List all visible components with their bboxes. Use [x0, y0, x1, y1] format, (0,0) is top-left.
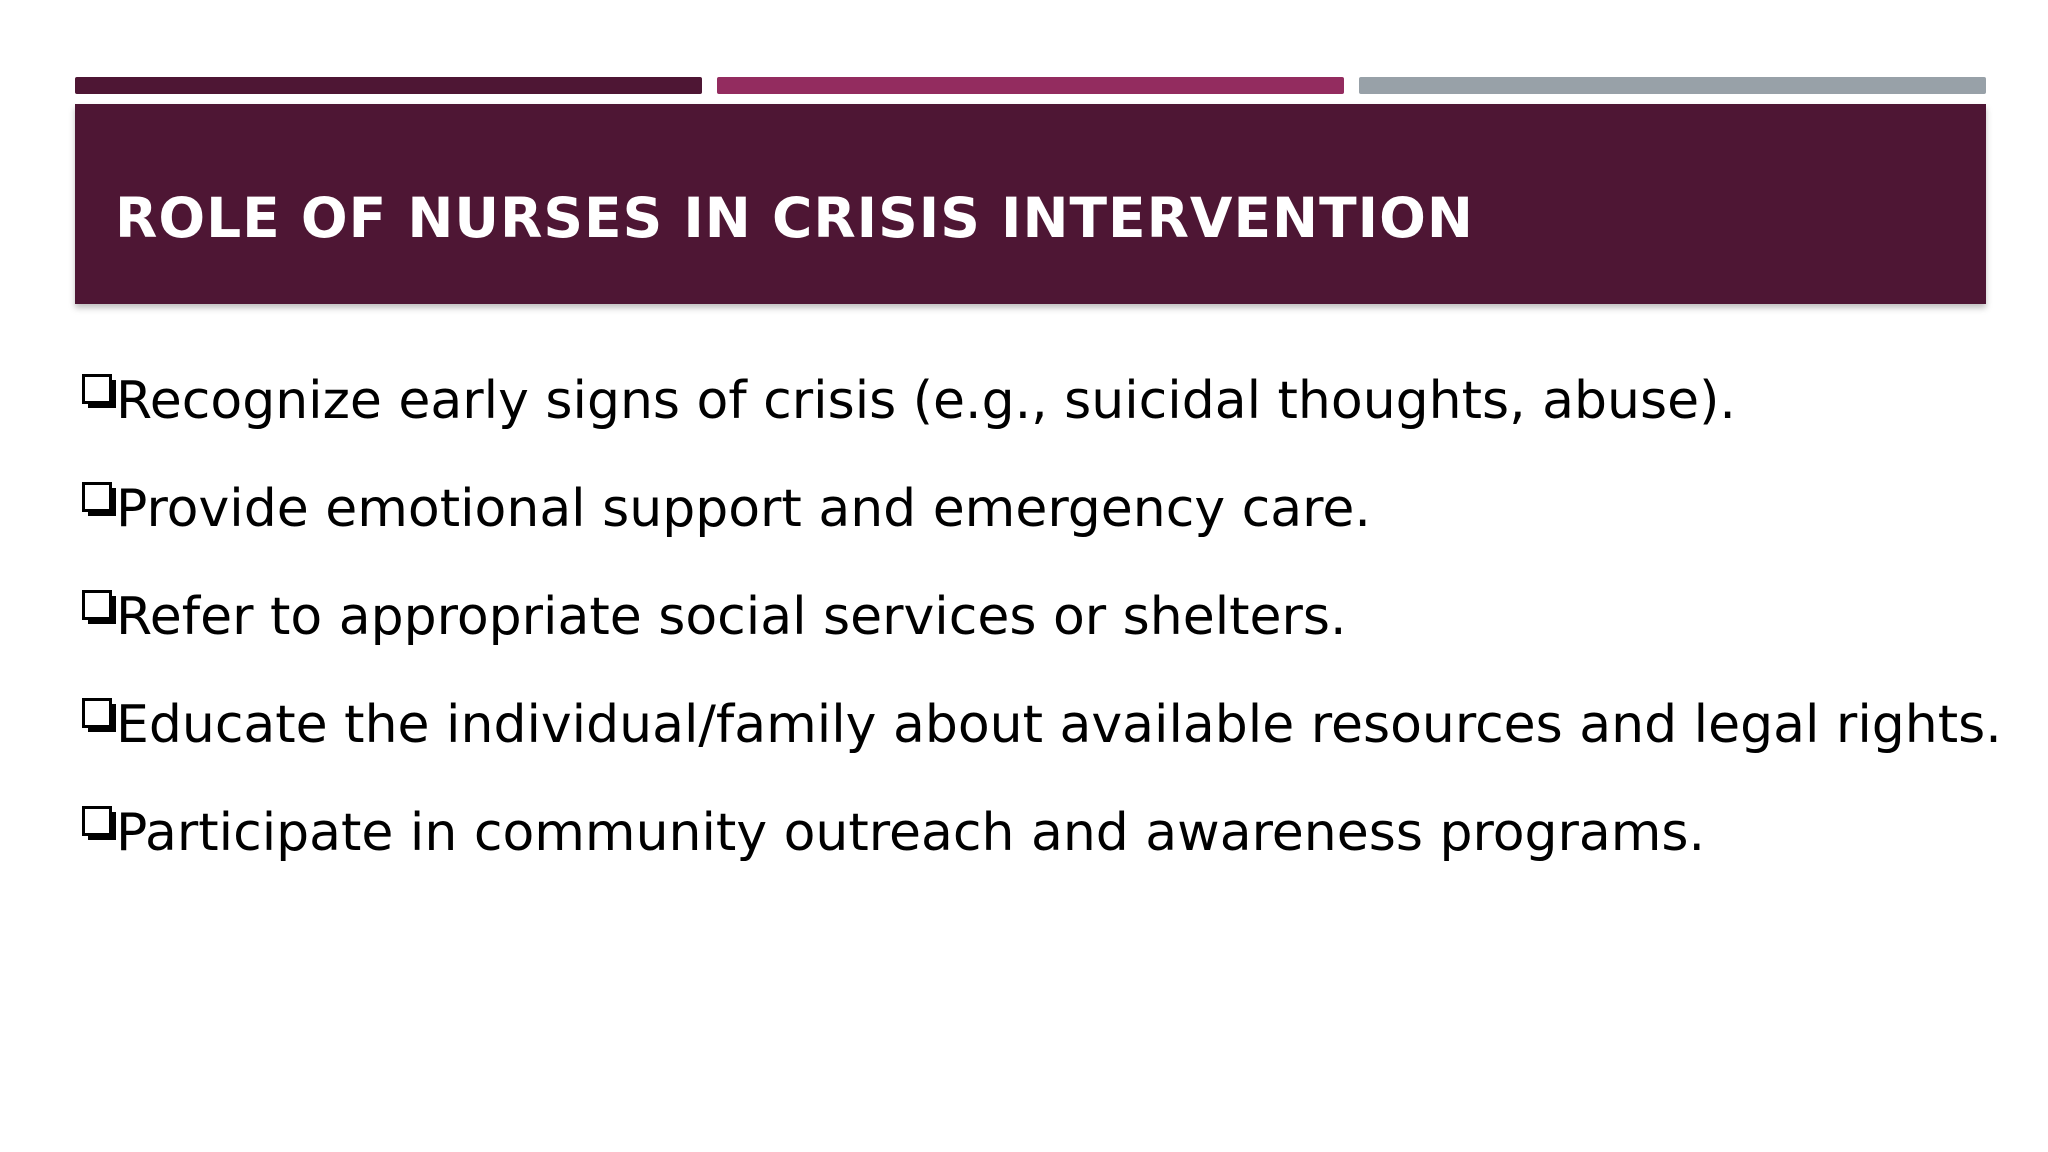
list-item [82, 476, 1982, 584]
checkbox-square-icon [82, 590, 116, 624]
checkbox-square-icon [82, 698, 116, 732]
title-band [75, 104, 1986, 304]
list-item [82, 584, 1982, 692]
bullet-text: Provide emotional support and emergency care. [116, 479, 1371, 539]
slide-title: ROLE OF NURSES IN CRISIS INTERVENTION [115, 186, 1474, 250]
list-item [82, 692, 2002, 800]
accent-bar-gray [1359, 77, 1986, 94]
bullet-text: Recognize early signs of crisis (e.g., suicidal thoughts, abuse). [116, 371, 1736, 431]
accent-bar-dark [75, 77, 702, 94]
accent-bar-magenta [717, 77, 1344, 94]
checkbox-square-icon [82, 806, 116, 840]
bullet-text: Refer to appropriate social services or shelters. [116, 587, 1347, 647]
list-item [82, 800, 1982, 908]
bullet-list [82, 368, 2002, 908]
checkbox-square-icon [82, 482, 116, 516]
list-item [82, 368, 1982, 476]
bullet-text: Educate the individual/family about available resources and legal rights. [116, 695, 2002, 755]
checkbox-square-icon [82, 374, 116, 408]
bullet-text: Participate in community outreach and awareness programs. [116, 803, 1706, 863]
